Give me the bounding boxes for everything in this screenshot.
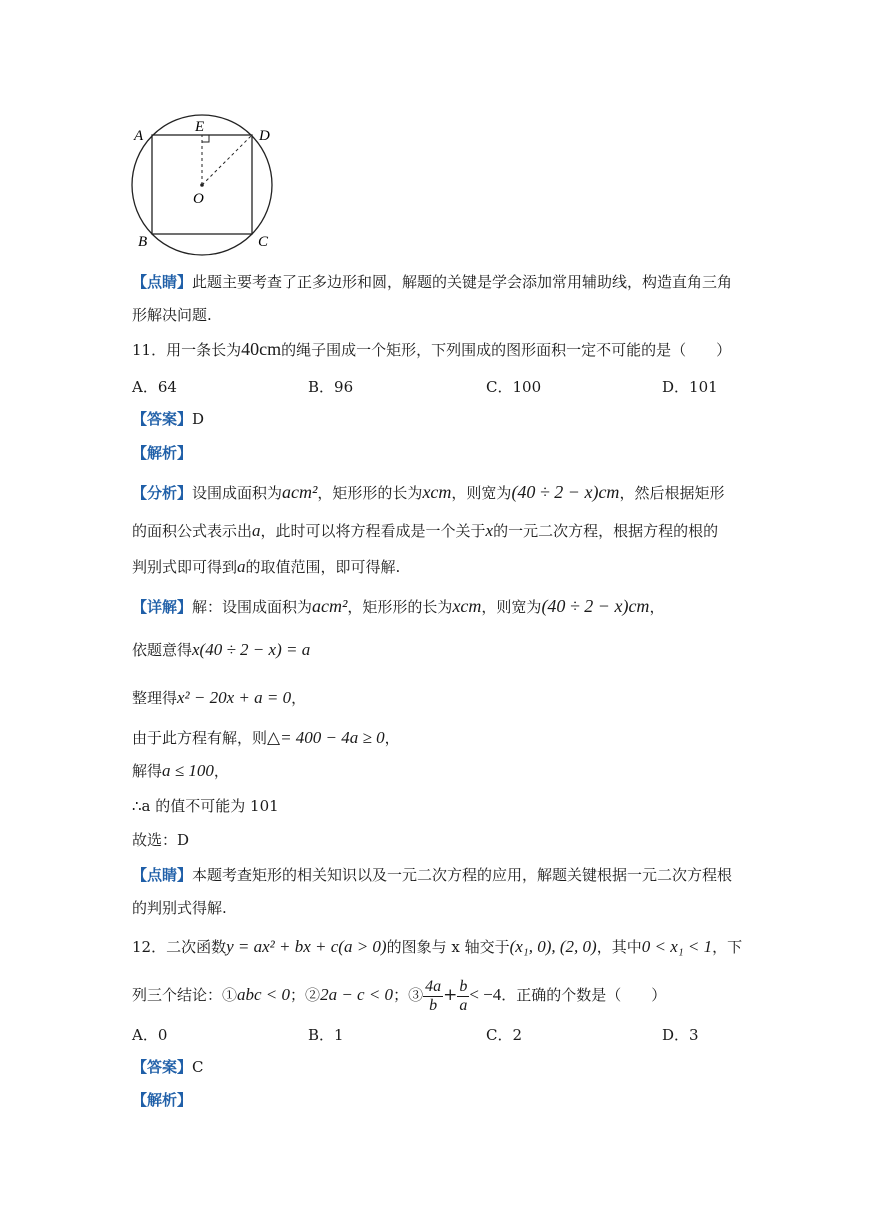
q12-option-a: A．0 [132, 1026, 168, 1044]
q11-comment-line2: 的判别式得解. [132, 899, 227, 917]
label-o: O [193, 191, 204, 207]
fraction-b-over-a: $\frac{b}{a}$ [459, 977, 468, 1014]
q11-option-c: C．100 [486, 378, 542, 396]
q12-option-d: D．3 [662, 1026, 699, 1044]
label-b: B [138, 234, 148, 250]
q12-analysis-heading: 【解析】 [132, 1091, 193, 1109]
label-a: A [134, 128, 144, 144]
q11-comment-line1: 【点睛】本题考查矩形的相关知识以及一元二次方程的应用，解题关键根据一元二次方程根 [132, 866, 733, 884]
label-e: E [195, 119, 205, 135]
q12-stem-line2: 列三个结论：①abc < 0；②2a − c < 0；③ $\frac{4a}{b}$ + $\frac{b}{a}$ < −4．正确的个数是（ ） [132, 977, 667, 1014]
q11-eq3: 由于此方程有解，则△= 400 − 4a ≥ 0， [132, 728, 400, 747]
q11-detail-line1: 【详解】解：设围成面积为acm²，矩形形的长为xcm，则宽为(40 ÷ 2 − x)cm， [132, 596, 665, 616]
q11-fenxi-line1: 【分析】设围成面积为acm²，矩形形的长为xcm，则宽为(40 ÷ 2 − x)cm，然后根据矩形 [132, 482, 725, 502]
q12-option-c: C．2 [486, 1026, 523, 1044]
q10-comment-line1: 【点睛】此题主要考查了正多边形和圆，解题的关键是学会添加常用辅助线，构造直角三角 [132, 273, 733, 291]
q10-comment-line2: 形解决问题. [132, 306, 212, 324]
q11-eq5: ∴a 的值不可能为 101 [132, 797, 279, 815]
q11-option-a: A．64 [132, 378, 177, 396]
circle-square-figure [122, 110, 292, 260]
q11-stem: 11．用一条长为40cm的绳子围成一个矩形，下列围成的图形面积一定不可能的是（ ） [132, 339, 732, 359]
q12-stem-line1: 12．二次函数y = ax² + bx + c(a > 0)的图象与 x 轴交于(x₁, 0), (2, 0)，其中0 < x₁ < 1，下 [132, 937, 743, 956]
q11-fenxi-line3: 判别式即可得到a的取值范围，即可得解. [132, 557, 401, 576]
q11-option-d: D．101 [662, 378, 718, 396]
q11-analysis-heading: 【解析】 [132, 444, 193, 462]
right-angle-mark [202, 135, 209, 142]
q11-answer: 【答案】D [132, 410, 205, 428]
label-c: C [258, 234, 269, 250]
q11-fenxi-line2: 的面积公式表示出a，此时可以将方程看成是一个关于x的一元二次方程，根据方程的根的 [132, 521, 719, 540]
fraction-4a-over-b: $\frac{4a}{b}$ [425, 977, 442, 1014]
q11-option-b: B．96 [308, 378, 354, 396]
q11-eq2: 整理得x² − 20x + a = 0， [132, 688, 307, 707]
center-point [200, 183, 204, 187]
q11-choose: 故选：D [132, 831, 190, 849]
label-d: D [259, 128, 270, 144]
q12-answer: 【答案】C [132, 1058, 204, 1076]
q11-eq4: 解得a ≤ 100， [132, 761, 229, 780]
q12-option-b: B．1 [308, 1026, 344, 1044]
q11-eq1: 依题意得x(40 ÷ 2 − x) = a [132, 640, 311, 659]
